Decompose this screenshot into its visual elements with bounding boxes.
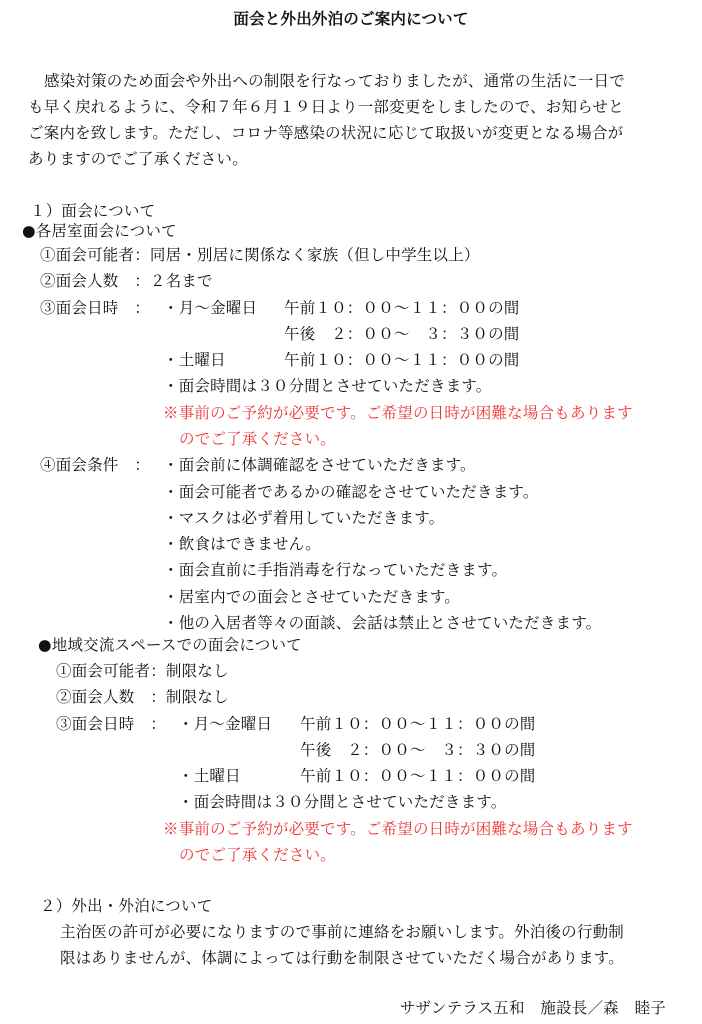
section2-line-2: 限はありませんが、体調によっては行動を制限させていただく場合があります。 bbox=[60, 949, 624, 967]
room-notice-1: ※事前のご予約が必要です。ご希望の日時が困難な場合もあります bbox=[163, 404, 633, 422]
intro-line-3: ご案内を致します。ただし、コロナ等感染の状況に応じて取扱いが変更となる場合が bbox=[28, 124, 624, 142]
space-notice-2: のでご了承ください。 bbox=[179, 846, 337, 864]
room-condition: ・マスクは必ず着用していただきます。 bbox=[163, 509, 445, 527]
room-condition: ・他の入居者等々の面談、会話は禁止とさせていただきます。 bbox=[163, 614, 602, 632]
room-visit-heading: ●各居室面会について bbox=[22, 222, 177, 240]
space-schedule-label: ③面会日時 ： bbox=[56, 715, 166, 733]
room-duration: ・面会時間は３０分間とさせていただきます。 bbox=[163, 377, 492, 395]
intro-line-2: も早く戻れるように、令和７年６月１９日より一部変更をしましたので、お知らせと bbox=[28, 98, 624, 116]
room-saturday: ・土曜日 bbox=[163, 351, 226, 369]
space-saturday-am: 午前１０：００～１１：００の間 bbox=[300, 767, 536, 785]
room-visitors: ①面会可能者：同居・別居に関係なく家族（但し中学生以上） bbox=[40, 246, 480, 264]
section2-heading: ２）外出・外泊について bbox=[40, 897, 213, 915]
room-condition: ・面会前に体調確認をさせていただきます。 bbox=[163, 456, 476, 474]
section1-heading: １）面会について bbox=[30, 202, 156, 220]
space-visitor-count: ②面会人数 ：制限なし bbox=[56, 688, 229, 706]
section2-line-1: 主治医の許可が必要になりますので事前に連絡をお願いします。外泊後の行動制 bbox=[60, 923, 624, 941]
room-weekday-am: 午前１０：００～１１：００の間 bbox=[284, 299, 520, 317]
room-weekday-pm: 午後 ２：００～ ３：３０の間 bbox=[284, 325, 520, 343]
signature: サザンテラス五和 施設長／森 睦子 bbox=[399, 999, 666, 1017]
space-weekday-am: 午前１０：００～１１：００の間 bbox=[300, 715, 536, 733]
room-saturday-am: 午前１０：００～１１：００の間 bbox=[284, 351, 520, 369]
page-title: 面会と外出外泊のご案内について bbox=[233, 9, 469, 28]
space-notice-1: ※事前のご予約が必要です。ご希望の日時が困難な場合もあります bbox=[163, 820, 633, 838]
intro-line-1: 感染対策のため面会や外出への制限を行なっておりましたが、通常の生活に一日で bbox=[44, 72, 625, 90]
room-condition: ・面会直前に手指消毒を行なっていただきます。 bbox=[163, 561, 508, 579]
room-condition: ・居室内での面会とさせていただきます。 bbox=[163, 588, 461, 606]
space-duration: ・面会時間は３０分間とさせていただきます。 bbox=[178, 793, 507, 811]
space-weekday: ・月～金曜日 bbox=[178, 715, 273, 733]
space-visit-heading: ●地域交流スペースでの面会について bbox=[38, 636, 302, 654]
space-weekday-pm: 午後 ２：００～ ３：３０の間 bbox=[300, 741, 536, 759]
room-conditions-label: ④面会条件 ： bbox=[40, 456, 150, 474]
space-visitors: ①面会可能者：制限なし bbox=[56, 662, 229, 680]
room-notice-2: のでご了承ください。 bbox=[179, 430, 337, 448]
room-condition: ・面会可能者であるかの確認をさせていただきます。 bbox=[163, 483, 539, 501]
room-visitor-count: ②面会人数 ：２名まで bbox=[40, 272, 213, 290]
room-condition: ・飲食はできません。 bbox=[163, 535, 321, 553]
room-schedule-label: ③面会日時 ： bbox=[40, 299, 150, 317]
space-saturday: ・土曜日 bbox=[178, 767, 241, 785]
room-weekday: ・月～金曜日 bbox=[163, 299, 258, 317]
intro-line-4: ありますのでご了承ください。 bbox=[28, 150, 248, 168]
